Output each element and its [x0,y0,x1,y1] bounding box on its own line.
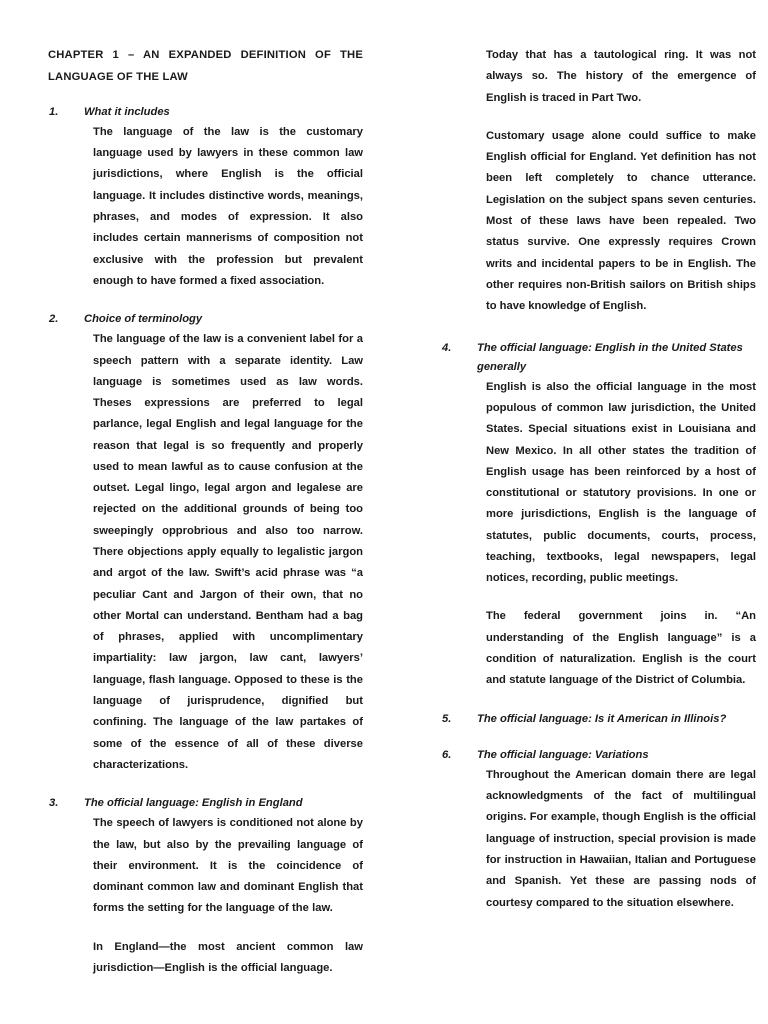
chapter-title-line-1: CHAPTER 1 – AN EXPANDED DEFINITION OF THE [48,49,363,61]
section-2-number: 2. [49,313,59,326]
section-6 [441,746,756,914]
section-4-heading-text: The official language: English in the United States generally [477,342,743,373]
section-5-heading [441,710,756,728]
section-3-heading-text: The official language: English in England [84,797,303,810]
chapter-title-line-2: LANGUAGE OF THE LAW [48,70,188,83]
section-6-number: 6. [442,748,452,761]
section-5-number: 5. [442,712,452,725]
section-2-heading [48,310,363,328]
section-1-paragraph-1: The language of the law is the customary language used by lawyers in these common law jurisdictions, where English is the official language. It includes distinctive words, meanings, phrases, and modes of expression. It also includes certain mannerisms of composition not exclusive with the profession but prevalent enough to have formed a fixed association. [93,125,363,287]
section-1 [48,103,363,292]
section-2-paragraph-1: The language of the law is a convenient label for a speech pattern with a separate identity. Law language is sometimes used as law words. Theses expressions are preferred to legal parlance, legal English and legal language for the reason that legal is so frequently and properly used to mean lawful as to cause confusion at the outset. Legal lingo, legal argon and legalese are rejected on the additional grounds of being too sweepingly opprobrious and also too narrow. There objections apply equally to legalistic jargon and argot of the law. Swift’s acid phrase was “a peculiar Cant and Jargon of their own, that no other Mortal can understand. Bentham had a bag of phrases, applied with uncomplimentary impartiality: law jargon, law cant, lawyers’ language, flash language. Opposed to these is the language of jurisprudence, dignified but confining. The language of the law partakes of some of the essence of all of these diverse characterizations. [93,333,363,771]
section-2-heading-text: Choice of terminology [84,313,203,326]
section-6-paragraph-1: Throughout the American domain there are legal acknowledgments of the fact of multilingual origins. For example, though English is the official language of instruction, special provision is made for instruction in Hawaiian, Italian and Portuguese and Spanish. Yet these are passing nods of courtesy compared to the situation elsewhere. [486,768,756,909]
section-5-heading-text: The official language: Is it American in Illinois? [477,712,727,725]
left-column [48,45,363,985]
section-3 [48,794,363,979]
two-column-layout [48,45,756,985]
section-1-number: 1. [49,105,59,118]
section-3-heading [48,794,363,812]
chapter-title [48,45,363,89]
section-2 [48,310,363,776]
right-column [441,45,756,920]
section-3-number: 3. [49,797,59,810]
section-1-heading-text: What it includes [84,105,170,118]
section-1-heading [48,103,363,121]
section-4-number: 4. [442,342,452,355]
section-4-paragraph-1: English is also the official language in the most populous of common law jurisdiction, the United States. Special situations exist in Louisiana and New Mexico. In all other states the tradition of English usage has been reinforced by a host of constitutional or statutory provisions. In one or more jurisdictions, English is the language of statutes, public documents, courts, process, teaching, textbooks, legal newspapers, legal notices, recording, public meetings. [486,380,756,585]
section-4-paragraph-2: The federal government joins in. “An understanding of the English language” is a condition of naturalization. English is the court and statute language of the District of Columbia. [486,610,756,687]
section-4 [441,339,756,691]
section-6-heading-text: The official language: Variations [477,748,649,761]
right-lead-paragraph-2: Customary usage alone could suffice to make English official for England. Yet definition has not been left completely to chance utterance. Legislation on the subject spans seven centuries. Most of these laws have been repealed. Two status survive. One expressly requires Crown writs and incidental papers to be in English. The other requires non-British sailors on British ships to have knowledge of English. [486,129,756,313]
section-3-paragraph-2: In England—the most ancient common law jurisdiction—English is the official language. [93,940,363,974]
section-6-heading [441,746,756,764]
spacer [441,317,756,339]
section-4-heading [441,339,756,375]
section-3-paragraph-1: The speech of lawyers is conditioned not alone by the law, but also by the prevailing language of their environment. It is the coincidence of dominant common law and dominant English that forms the setting for the language of the law. [93,817,363,915]
section-5 [441,710,756,728]
right-lead-paragraph-1: Today that has a tautological ring. It was not always so. The history of the emergence of English is traced in Part Two. [486,49,756,104]
